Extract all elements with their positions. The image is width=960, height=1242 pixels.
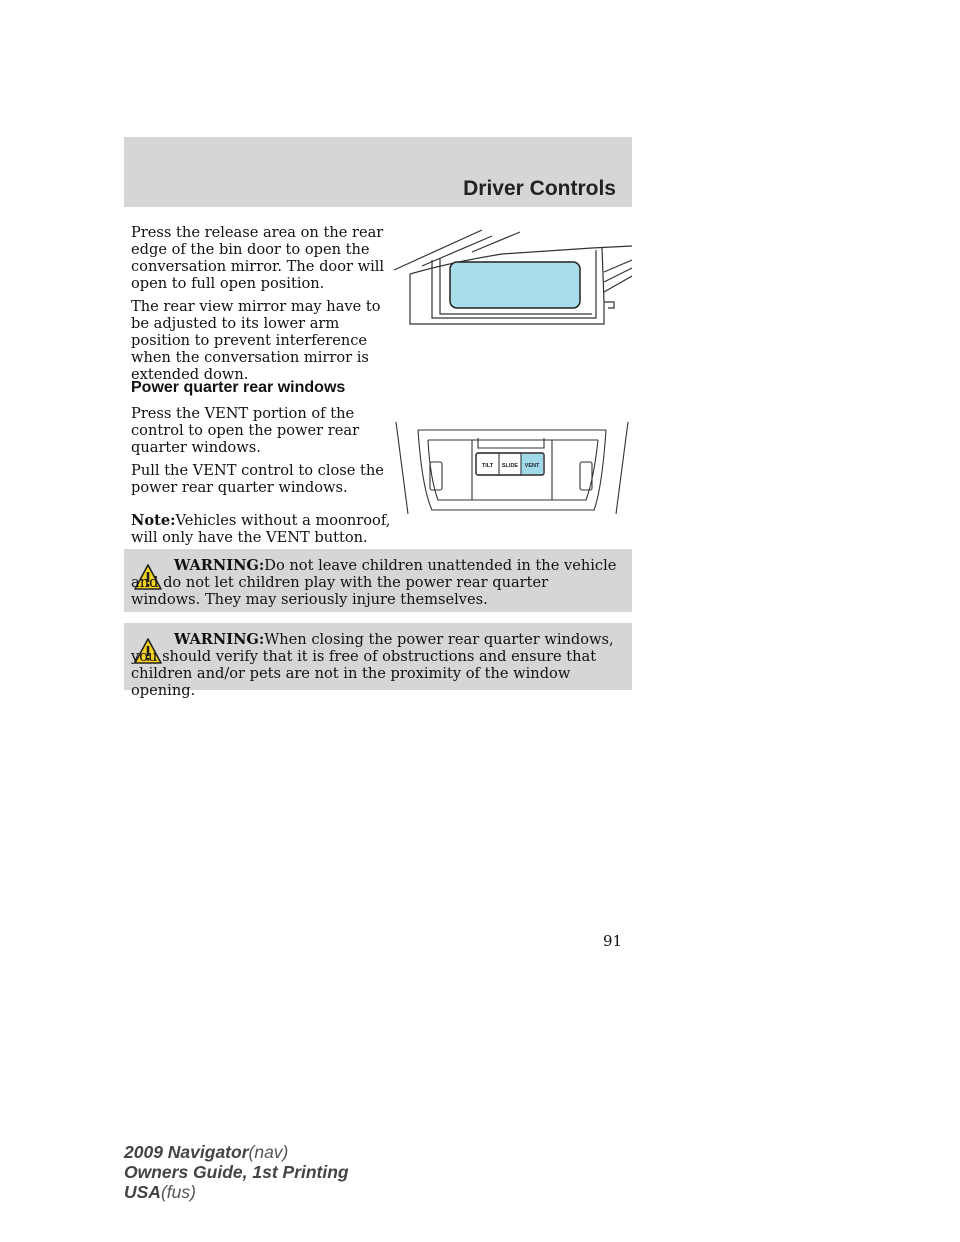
note-text: Vehicles without a moonroof, will only have the VENT button. bbox=[131, 512, 391, 546]
warning-text-children bbox=[131, 557, 622, 608]
section-title: Driver Controls bbox=[463, 177, 616, 200]
page-number: 91 bbox=[603, 932, 623, 950]
power-windows-text bbox=[131, 405, 391, 496]
warning-body: Do not leave children unattended in the vehicle and do not let children play with the power rear quarter windows. They may seriously injure themselves. bbox=[131, 557, 617, 608]
footer-market-code: (fus) bbox=[160, 1182, 196, 1202]
footer bbox=[124, 1142, 349, 1202]
footer-model: 2009 Navigator bbox=[124, 1142, 249, 1162]
warning-label: WARNING: bbox=[174, 631, 265, 648]
conversation-mirror-illustration bbox=[392, 222, 632, 332]
slide-button-label: SLIDE bbox=[501, 463, 519, 469]
mirror-glass bbox=[450, 262, 580, 308]
vent-button-label: VENT bbox=[524, 463, 540, 469]
tilt-button-label: TILT bbox=[481, 463, 494, 469]
paragraph-rear-view-mirror: The rear view mirror may have to be adjusted to its lower arm position to prevent interference when the conversation mirror is extended down. bbox=[131, 298, 381, 383]
warning-label: WARNING: bbox=[174, 557, 265, 574]
warning-box-closing bbox=[124, 623, 632, 699]
note-label: Note: bbox=[131, 512, 176, 529]
overhead-control-illustration bbox=[392, 418, 632, 530]
footer-market: USA bbox=[124, 1182, 161, 1202]
footer-model-code: (nav) bbox=[248, 1142, 289, 1162]
paragraph-release-area: Press the release area on the rear edge of the bin door to open the conversation mirror. The door will open to full open position. bbox=[131, 224, 385, 292]
warning-box-children bbox=[124, 549, 632, 612]
footer-guide: Owners Guide, 1st Printing bbox=[124, 1162, 349, 1182]
paragraph-vent-close: Pull the VENT control to close the power rear quarter windows. bbox=[131, 462, 384, 496]
section-heading-power-windows: Power quarter rear windows bbox=[131, 379, 346, 396]
conversation-mirror-text bbox=[131, 224, 391, 383]
warning-body: When closing the power rear quarter windows, you should verify that it is free of obstructions and ensure that children and/or pets are not in the proximity of the window opening. bbox=[131, 631, 614, 699]
header-band bbox=[124, 137, 632, 207]
paragraph-vent-open: Press the VENT portion of the control to open the power rear quarter windows. bbox=[131, 405, 360, 456]
note bbox=[131, 512, 391, 546]
warning-text-closing bbox=[131, 631, 622, 699]
